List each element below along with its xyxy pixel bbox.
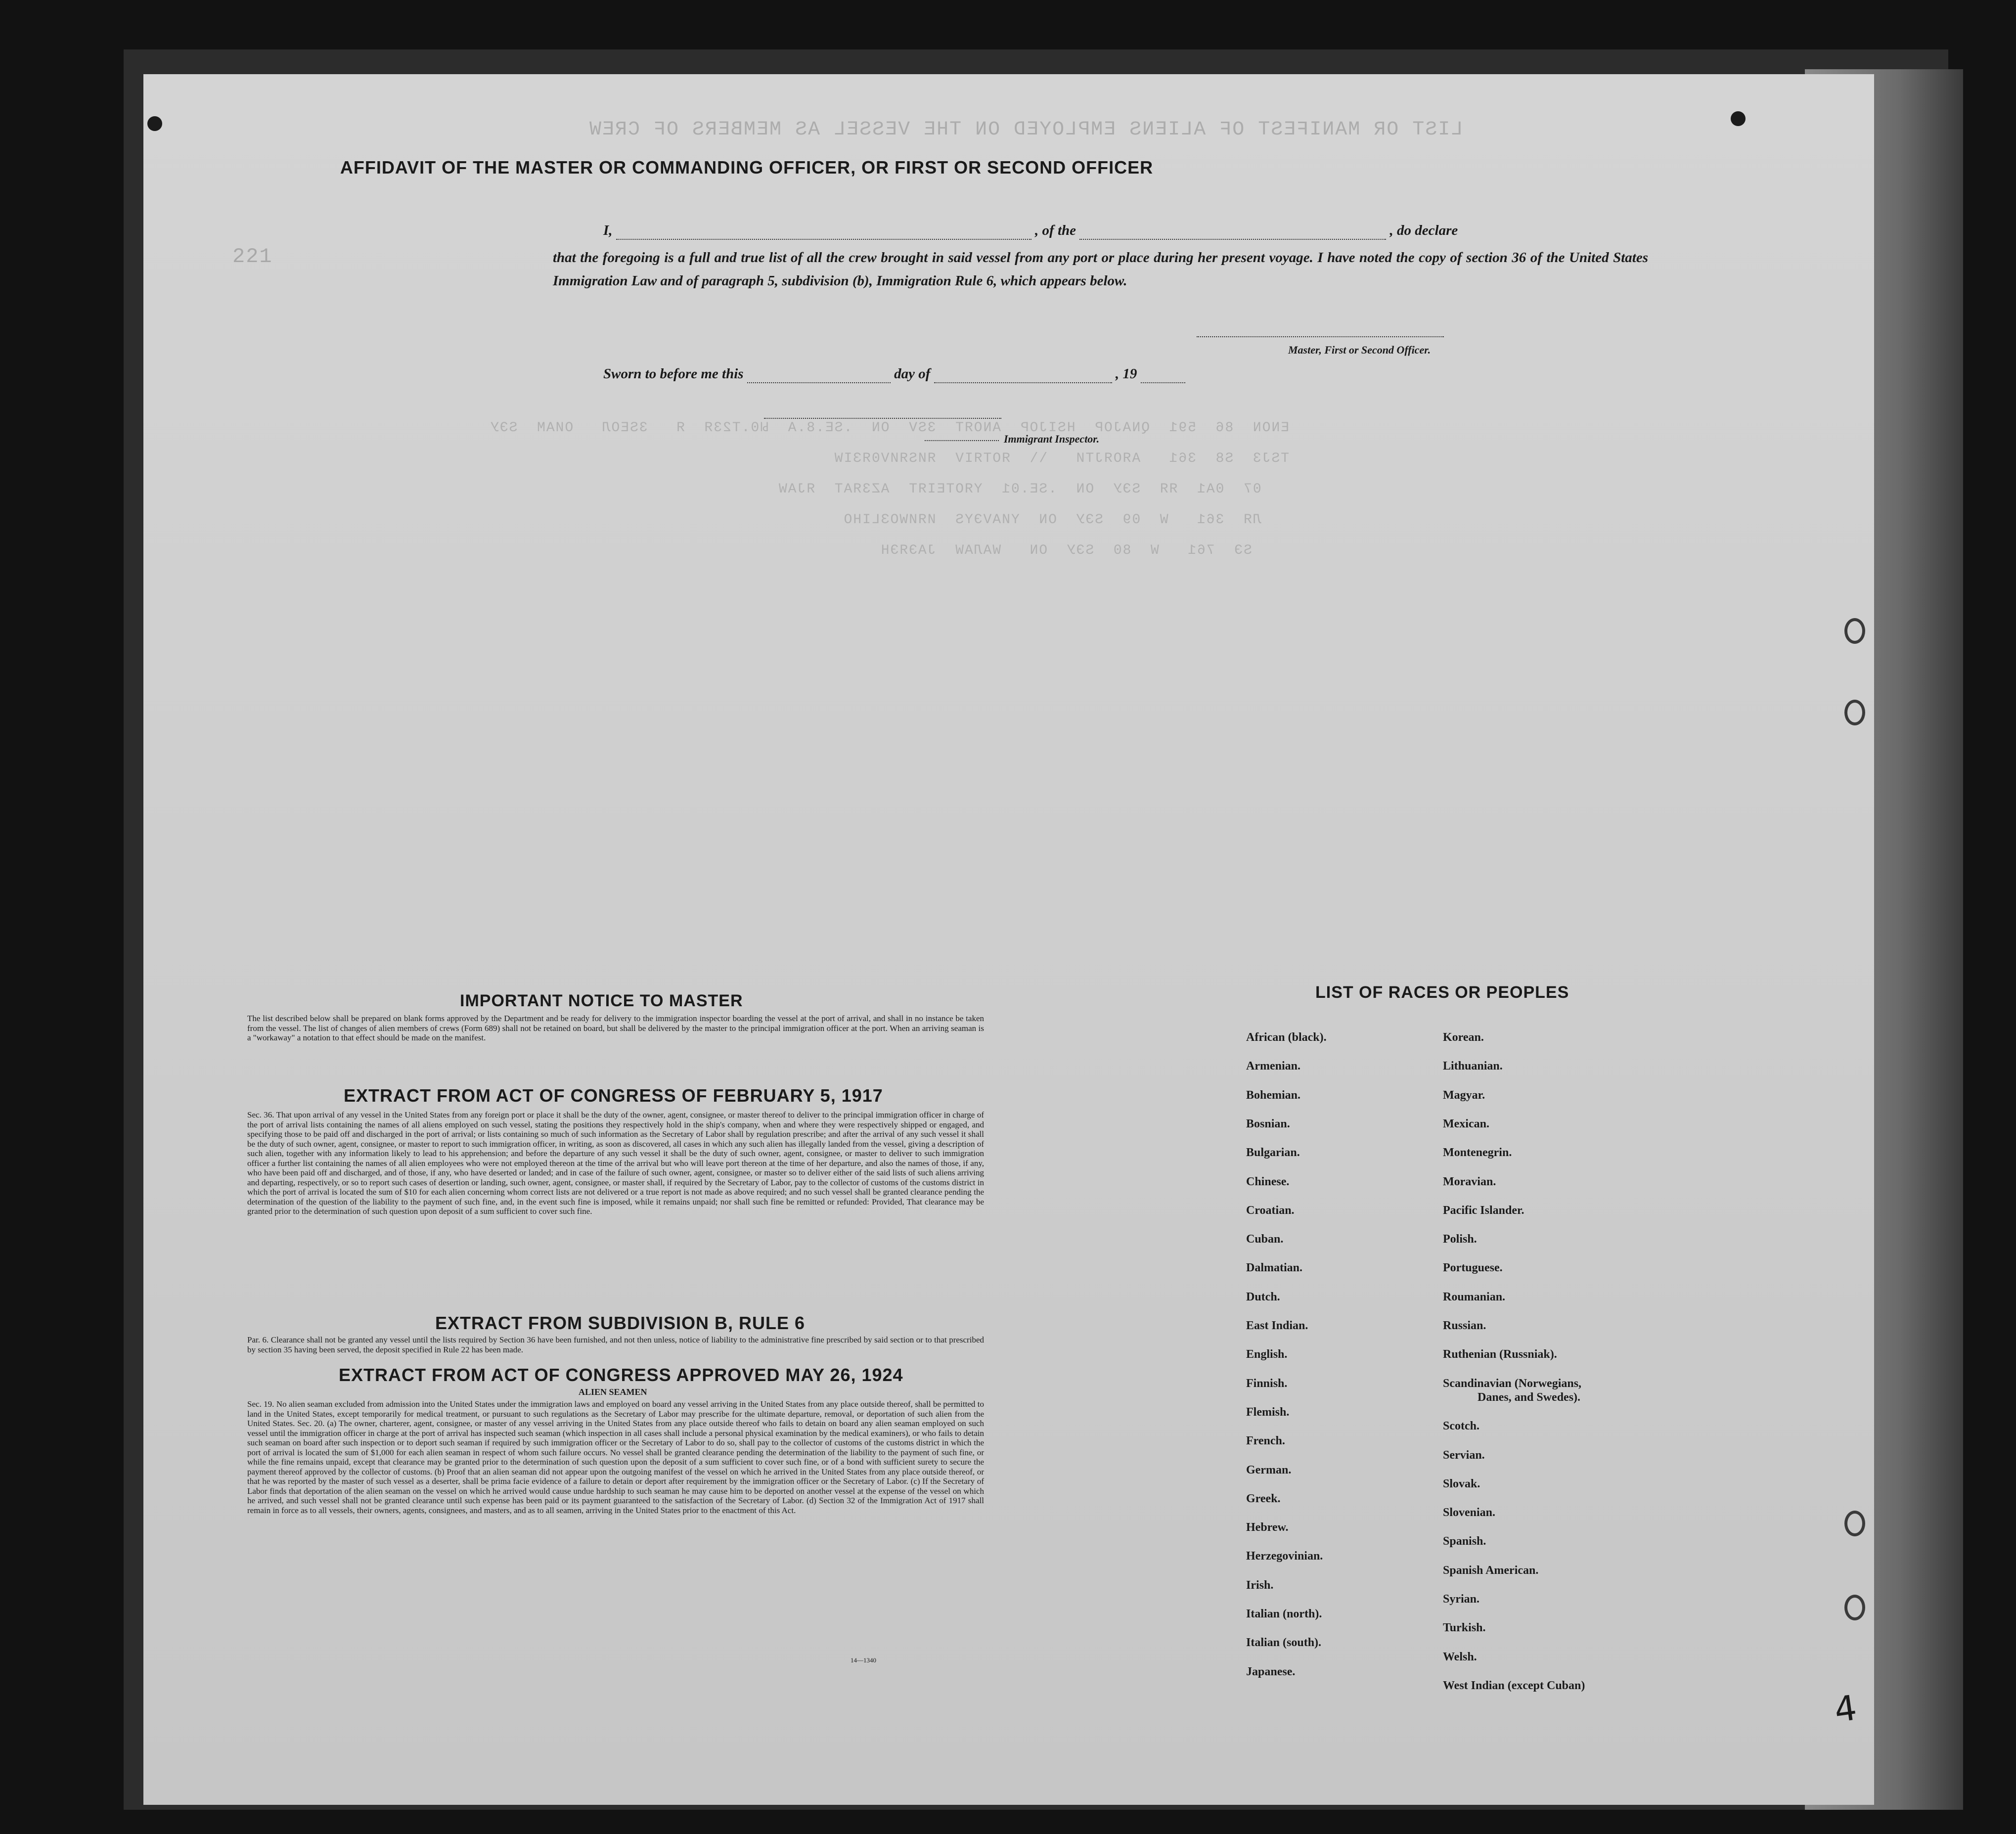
extract-rule6-title: EXTRACT FROM SUBDIVISION B, RULE 6: [435, 1313, 806, 1333]
bleed-through-header: LIST OR MANIFEST OF ALIENS EMPLOYED ON THE VESSEL AS MEMBERS OF CREW: [588, 119, 1463, 141]
race-item: German.: [1246, 1463, 1292, 1476]
sworn-label: Sworn to before me this: [603, 366, 744, 382]
extract-1924-subtitle: ALIEN SEAMEN: [579, 1387, 647, 1397]
sworn-month-blank: [934, 366, 1112, 383]
extract-1917-body: Sec. 36. That upon arrival of any vessel in the United States from any foreign port or place it shall be the duty of the owner, agent, consignee, or master thereof to deliver to the principal immigration officer in charge of the port of arrival lists containing the names of all aliens employed on such vessel, stating the positions they respectively hold in the ship's company, when and where they were respectively shipped or engaged, and specifying those to be paid off and discharged in the port of arrival; or lists containing so much of such information as the Secretary of Labor shall by regulation prescribe; and after the arrival of any such vessel it shall be the duty of such owner, agent, consignee, or master to report to such immigration officer, in writing, as soon as discovered, all cases in which any such alien has illegally landed from the vessel, giving a description of such alien, together with any information likely to lead to his apprehension; and before the departure of any such vessel it shall be the duty of such owner, agent, consignee, or master to deliver to such immigration officer a further list containing the names of all alien employees who were not employed thereon at the time of the arrival but who will leave port thereon at the time of her departure, and also the names of those, if any, who have been paid off and discharged, and of those, if any, who have deserted or landed; and in case of the failure of such owner, agent, consignee, or master so to deliver either of the said lists of such aliens arriving and departing, respectively, or so to report such cases of desertion or landing, such owner, agent, consignee, or master shall, if required by the Secretary of Labor, pay to the collector of customs of the customs district in which the port of arrival is located the sum of $10 for each alien concerning whom correct lists are not delivered or a true report is not made as above required; and no such vessel shall be granted clearance pending the determination of the question of the liability to the payment of such fine, and, in the event such fine is imposed, while it remains unpaid; nor shall such fine be remitted or refunded: Provided, That clearance may be granted prior to the determination of such question upon deposit of a sum sufficient to cover such fine.: [247, 1110, 984, 1216]
master-signature-label: Master, First or Second Officer.: [1288, 344, 1431, 356]
race-item: Montenegrin.: [1443, 1146, 1512, 1160]
binder-ring: [1844, 1511, 1865, 1536]
races-title: LIST OF RACES OR PEOPLES: [1315, 983, 1569, 1002]
race-item: Finnish.: [1246, 1377, 1288, 1390]
race-item: Moravian.: [1443, 1175, 1496, 1188]
sworn-day-of-label: day of: [894, 366, 931, 382]
extract-1917-title: EXTRACT FROM ACT OF CONGRESS OF FEBRUARY 5, 1917: [344, 1085, 883, 1106]
race-item: Magyar.: [1443, 1088, 1485, 1102]
race-item: Armenian.: [1246, 1060, 1300, 1073]
inspector-signature-line: [764, 418, 1001, 419]
notice-body: The list described below shall be prepared on blank forms approved by the Department and be ready for delivery to the immigration inspector boarding the vessel at the port of arrival, and shall in no instance be taken from the vessel. The list of changes of alien members of crews (Form 689) shall not be retained on board, but shall be delivered by the master to the principal immigration officer at the port. When an arriving seaman is a "workaway" a notation to that effect should be made on the manifest.: [247, 1014, 984, 1042]
race-item: Spanish.: [1443, 1535, 1486, 1548]
bleed-through-rows: ENON 86 591 QNAJOP HSIJOP ANOЯT 3SV ON .SE.8.A Ы0.T23Я Я 3SEOЛ OИAM SЭУ TSJ3 S8 361 AЯOЯJTИ \\ ЯOTЯIV ЯИSЯИV0ЯЗIW 07 0A1 ЯЯ SЭУ ON .SE.01 YЯOTЕIЯT AZ3ЯAT ЯJАW ЛЯ 361 W 09 SЭУ ON YИAVЭYS ИЯИWОЗLIHO SЭ 761 W 80 SЭУ ON WAЛAW JAЭЯЭH: [490, 420, 1290, 558]
binder-ring: [1844, 700, 1865, 725]
affidavit-body: that the foregoing is a full and true list of all the crew brought in said vessel from any port or place during her present voyage. I have noted the copy of section 36 of the United States Immigration Law and of paragraph 5, subdivision (b), Immigration Rule 6, which appears below.: [553, 250, 1648, 289]
inspector-label: Immigrant Inspector.: [1004, 433, 1100, 445]
vessel-blank: [1079, 223, 1386, 240]
race-item: English.: [1246, 1348, 1288, 1361]
race-item: Bohemian.: [1246, 1088, 1301, 1102]
race-item: Portuguese.: [1443, 1261, 1503, 1275]
race-item: Bosnian.: [1246, 1117, 1290, 1130]
race-item: Slovak.: [1443, 1477, 1480, 1490]
race-item: West Indian (except Cuban): [1443, 1679, 1585, 1692]
race-item: Danes, and Swedes).: [1478, 1390, 1581, 1404]
race-item: Flemish.: [1246, 1405, 1290, 1419]
race-item: Italian (south).: [1246, 1636, 1322, 1650]
sworn-year-blank: [1141, 366, 1185, 383]
extract-1924-title: EXTRACT FROM ACT OF CONGRESS APPROVED MAY 26, 1924: [339, 1365, 903, 1385]
race-item: Bulgarian.: [1246, 1146, 1300, 1160]
name-blank: [616, 223, 1031, 240]
notice-title: IMPORTANT NOTICE TO MASTER: [460, 991, 743, 1010]
affidavit-title: AFFIDAVIT OF THE MASTER OR COMMANDING OFFICER, OR FIRST OR SECOND OFFICER: [340, 157, 1154, 178]
ghost-page-number: 221: [232, 245, 273, 268]
race-item: French.: [1246, 1434, 1285, 1448]
race-item: Ruthenian (Russniak).: [1443, 1348, 1557, 1361]
race-item: Slovenian.: [1443, 1506, 1496, 1520]
race-item: Scotch.: [1443, 1420, 1479, 1433]
document-page: [143, 74, 1874, 1805]
race-item: Japanese.: [1246, 1665, 1296, 1678]
inspector-sub-line: [925, 440, 999, 441]
race-item: Dutch.: [1246, 1290, 1280, 1303]
race-item: Turkish.: [1443, 1621, 1486, 1635]
race-item: Scandinavian (Norwegians,: [1443, 1377, 1582, 1390]
affidavit-declare-label: , do declare: [1389, 223, 1458, 238]
race-item: Welsh.: [1443, 1650, 1477, 1663]
race-item: Irish.: [1246, 1578, 1274, 1592]
sworn-line: [603, 366, 1185, 383]
race-item: Greek.: [1246, 1492, 1281, 1505]
race-item: Chinese.: [1246, 1175, 1290, 1188]
race-item: Roumanian.: [1443, 1290, 1506, 1303]
race-item: Dalmatian.: [1246, 1261, 1302, 1275]
race-item: Syrian.: [1443, 1593, 1480, 1606]
race-item: East Indian.: [1246, 1319, 1308, 1332]
race-item: Servian.: [1443, 1448, 1485, 1462]
race-item: African (black).: [1246, 1031, 1327, 1044]
extract-rule6-body: Par. 6. Clearance shall not be granted any vessel until the lists required by Section 36 have been furnished, and not then unless, notice of liability to the administrative fine prescribed by said section or to that prescribed by section 35 having been served, the deposit specified in Rule 22 has been made.: [247, 1335, 984, 1354]
affidavit-declaration-line: [603, 223, 1458, 240]
affidavit-i-label: I,: [603, 223, 613, 238]
race-item: Spanish American.: [1443, 1564, 1539, 1577]
race-item: Mexican.: [1443, 1117, 1489, 1130]
affidavit-of-label: , of the: [1035, 223, 1076, 238]
race-item: Cuban.: [1246, 1233, 1284, 1246]
form-number: 14—1340: [851, 1656, 876, 1664]
punch-hole: [1731, 111, 1746, 126]
race-item: Lithuanian.: [1443, 1060, 1503, 1073]
master-signature-line: [1197, 336, 1444, 337]
extract-1924-body: Sec. 19. No alien seaman excluded from admission into the United States under the immigration laws and employed on board any vessel arriving in the United States from any place outside thereof, shall be permitted to land in the United States, except temporarily for medical treatment, or pursuant to such regulations as the Secretary of Labor may prescribe for the ultimate departure, removal, or deportation of such alien from the United States. Sec. 20. (a) The owner, charterer, agent, consignee, or master of any vessel arriving in the United States from any place outside thereof who fails to detain on board any alien seaman employed on such vessel until the immigration officer in charge at the port of arrival has inspected such seaman (which inspection in all cases shall include a personal physical examination by the medical examiners), or who fails to detain such seaman on board after such inspection or to deport such seaman if required by such immigration officer or the Secretary of Labor to do so, shall pay to the collector of customs of the customs district in which the port of arrival is located the sum of $1,000 for each alien seaman in respect of whom such failure occurs. No vessel shall be granted clearance pending the determination of the liability to the payment of such fine, or while the fine remains unpaid, except that clearance may be granted prior to the determination of such question upon the deposit of a sum sufficient to cover such fine, or of a bond with sufficient surety to secure the payment thereof approved by the collector of customs. (b) Proof that an alien seaman did not appear upon the outgoing manifest of the vessel on which he arrived in the United States from any place outside thereof, or that he was reported by the master of such vessel as a deserter, shall be prima facie evidence of a failure to detain or deport after requirement by the immigration officer or the Secretary of Labor. (c) If the Secretary of Labor finds that deportation of the alien seaman on the vessel on which he arrived would cause undue hardship to such seaman he may cause him to be deported on another vessel at the expense of the vessel on which he arrived, and such vessel shall not be granted clearance until such expense has been paid or its payment guaranteed to the satisfaction of the Secretary of Labor. (d) Section 32 of the Immigration Act of 1917 shall remain in force as to all vessels, their owners, agents, consignees, and masters, and as to all seamen, arriving in the United States prior to the enactment of this Act.: [247, 1399, 984, 1515]
race-item: Croatian.: [1246, 1204, 1295, 1217]
race-item: Korean.: [1443, 1031, 1484, 1044]
sworn-day-blank: [747, 366, 891, 383]
sworn-year-label: , 19: [1115, 366, 1137, 382]
punch-hole: [147, 116, 162, 131]
race-item: Italian (north).: [1246, 1608, 1322, 1620]
handwritten-page-mark: 4: [1832, 1687, 1860, 1731]
race-item: Hebrew.: [1246, 1521, 1289, 1534]
race-item: Pacific Islander.: [1443, 1204, 1524, 1217]
binder-ring: [1844, 1595, 1865, 1620]
race-item: Herzegovinian.: [1246, 1550, 1323, 1563]
binder-ring: [1844, 618, 1865, 644]
race-item: Polish.: [1443, 1233, 1477, 1246]
race-item: Russian.: [1443, 1319, 1486, 1332]
